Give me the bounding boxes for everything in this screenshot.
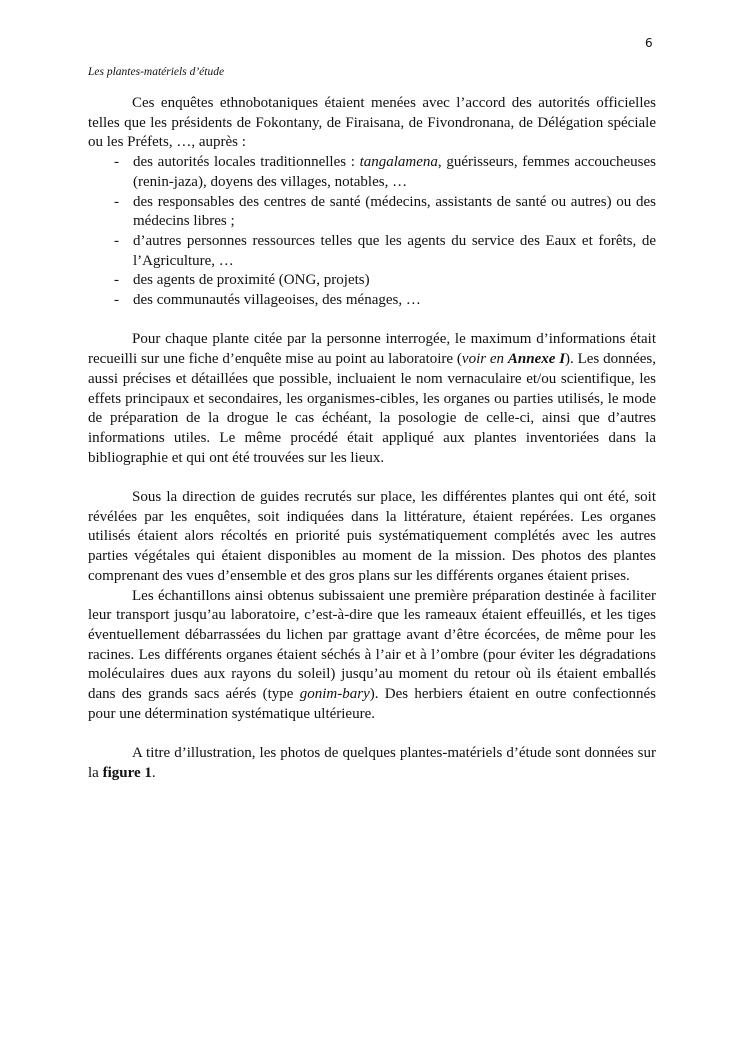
text: Les échantillons ainsi obtenus subissaient une première préparation destinée à faciliter leur transport jusqu’au laboratoire, c’est-à-dire que les rameaux étaient effeuillés, et les tiges éventuellement débarrassées du lichen par grattage avant d’être écorcées, de même pour les racines. Les différents organes étaient séchés à l’air et à l’ombre (pour éviter les dégradations moléculaires dues aux rayons du soleil) jusqu’au moment du retour où ils étaient emballés dans des grands sacs aérés (type <box>88 587 656 703</box>
list-item <box>88 271 656 291</box>
bullet-dash: - <box>114 154 119 171</box>
paragraph-data-collection <box>88 330 656 468</box>
paragraph-illustration <box>88 744 656 783</box>
bullet-list <box>88 153 656 311</box>
annex-reference: Annexe I <box>507 351 566 368</box>
list-text: des responsables des centres de santé (médecins, assistants de santé ou autres) ou des médecins libres ; <box>133 193 656 230</box>
page-number: 6 <box>645 36 653 50</box>
italic-text: voir en <box>461 351 508 368</box>
running-header: Les plantes-matériels d’étude <box>88 66 225 78</box>
bullet-dash: - <box>114 292 119 309</box>
text: ). Des herbiers étaient en outre confectionnés pour une détermination systématique ultérieure. <box>88 686 656 722</box>
text: Pour chaque plante citée par la personne interrogée, le maximum d’informations était recueilli sur une fiche d’enquête mise au point au laboratoire ( <box>88 331 656 368</box>
paragraph-intro: Ces enquêtes ethnobotaniques étaient menées avec l’accord des autorités officielles telles que les présidents de Fokontany, de Firaisana, de Fivondronana, de Délégation spéciale ou les Préfets, …, auprès : <box>88 95 656 151</box>
italic-term: gonim-bary <box>299 686 370 703</box>
list-text: d’autres personnes ressources telles que les agents du service des Eaux et forêts, de l’Agriculture, … <box>133 232 656 269</box>
paragraph-field-collection: Sous la direction de guides recrutés sur place, les différentes plantes qui ont été, soit révélées par les enquêtes, soit indiquées dans la littérature, étaient repérées. Les organes utilisés étaient alors récoltés en priorité puis systématiquement complétés avec les autres parties végétales qui étaient disponibles au moment de la mission. Des photos des plantes comprenant des vues d’ensemble et des gros plans sur les différents organes étaient prises. <box>88 489 656 584</box>
list-item <box>88 193 656 232</box>
bullet-dash: - <box>114 232 119 249</box>
list-item <box>88 153 656 192</box>
list-text: , guérisseurs, femmes accoucheuses (renin-jaza), doyens des villages, notables, … <box>133 154 656 190</box>
paragraph-sample-preparation <box>88 587 656 725</box>
document-body <box>88 94 656 784</box>
figure-reference: figure 1 <box>102 764 152 781</box>
list-text: des communautés villageoises, des ménages, … <box>133 292 421 309</box>
bullet-dash: - <box>114 193 119 210</box>
list-item <box>88 291 656 311</box>
text: ). Les données, aussi précises et détaillées que possible, incluaient le nom vernaculaire et/ou scientifique, les effets principaux et secondaires, les organismes-cibles, les organes ou parties utilisés, le mode de préparation de la drogue le cas échéant, la posologie de celle-ci, ainsi que d’autres informations utiles. Le même procédé était appliqué aux plantes inventoriées dans la bibliographie et qui ont été trouvées sur les lieux. <box>88 351 656 466</box>
list-text: des autorités locales traditionnelles : <box>133 154 360 171</box>
bullet-dash: - <box>114 272 119 289</box>
text: . <box>151 764 156 781</box>
list-italic-term: tangalamena <box>359 154 438 171</box>
list-text: des agents de proximité (ONG, projets) <box>133 272 370 289</box>
list-item <box>88 232 656 271</box>
text: A titre d’illustration, les photos de quelques plantes-matériels d’étude sont données sur la <box>88 745 656 781</box>
